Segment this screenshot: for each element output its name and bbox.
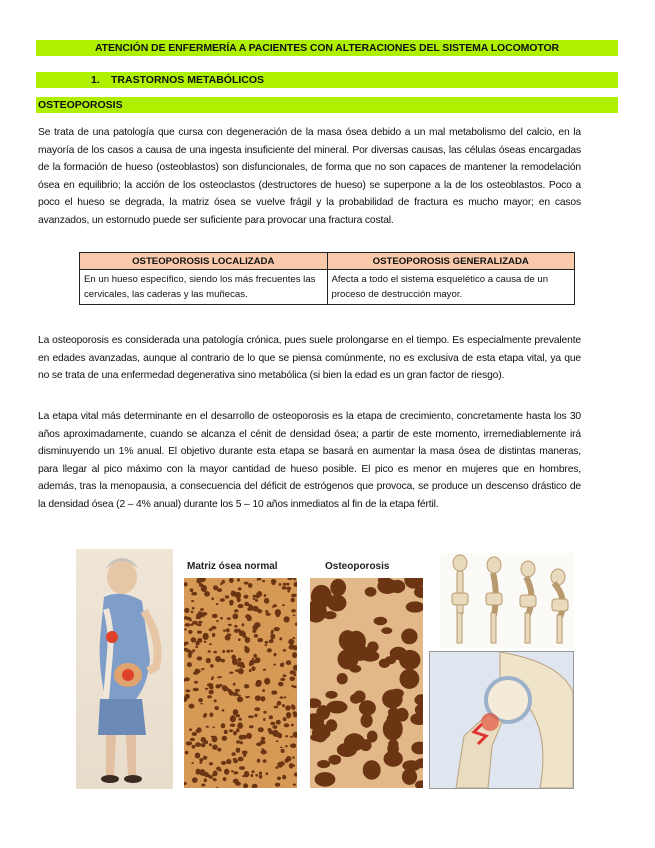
table-row <box>80 270 575 305</box>
intro-paragraph: Se trata de una patología que cursa con degeneración de la masa ósea debido a un mal metabolismo del calcio, en la mayoría de los casos a causa de una ingesta insuficiente del mineral. Por diversas causas, las células óseas encargadas de la formación de hueso (osteoblastos) son disfuncionales, de forma que no son capaces de mantener la remodelación ósea en equilibrio; la acción de los osteoclastos (destructores de hueso) se superpone a la de los osteoblastos. Poco a poco el hueso se degrada, la matriz ósea se vuelve frágil y la probabilidad de fractura es mucho mayor; en casos avanzados, un estornudo puede ser suficiente para provocar una fractura costal. <box>38 127 581 226</box>
table-cell-generalized: Afecta a todo el sistema esquelético a causa de un proceso de destrucción mayor. <box>327 270 575 305</box>
section-title: TRASTORNOS METABÓLICOS <box>111 74 265 86</box>
table-header-localized: OSTEOPOROSIS LOCALIZADA <box>80 253 328 270</box>
table-header-row <box>80 253 575 270</box>
document-title: ATENCIÓN DE ENFERMERÍA A PACIENTES CON ALTERACIONES DEL SISTEMA LOCOMOTOR <box>36 40 618 56</box>
table-cell-localized: En un hueso específico, siendo los más frecuentes las cervicales, las caderas y las muñecas. <box>80 270 328 305</box>
table-header-generalized: OSTEOPOROSIS GENERALIZADA <box>327 253 575 270</box>
elderly-woman-illustration <box>76 549 173 789</box>
section-heading <box>36 72 618 88</box>
normal-bone-label: Matriz ósea normal <box>187 561 278 572</box>
chronic-paragraph: La osteoporosis es considerada una patología crónica, pues suele prolongarse en el tiempo. Es especialmente prevalente en edades avanzadas, aunque al contrario de lo que se piensa comúnmente, no es exclusiva de esta etapa vital, ya que no se trata de una enfermedad degenerativa sino metabólica (si bien la edad es un gran factor de riesgo). <box>38 335 581 382</box>
subsection-heading: OSTEOPOROSIS <box>36 97 618 113</box>
normal-bone-matrix-image <box>184 578 297 788</box>
section-number: 1. <box>91 74 100 86</box>
osteoporosis-bone-label: Osteoporosis <box>325 561 390 572</box>
osteoporosis-bone-image <box>310 578 423 788</box>
spine-curvature-illustration <box>440 553 574 648</box>
growth-paragraph: La etapa vital más determinante en el desarrollo de osteoporosis es la etapa de crecimiento, concretamente hasta los 30 años aproximadamente, cuando se alcanza el cénit de densidad ósea; a partir de este momento, irremediablemente irá disminuyendo un 1% anual. El objetivo durante esta etapa se basará en aumentar la masa ósea de distintas maneras, para llegar al pico máximo con la mayor cantidad de hueso posible. El pico es menor en mujeres que en hombres, además, tras la menopausia, a consecuencia del déficit de estrógenos que provoca, se produce un descenso drástico de la densidad ósea (2 – 4% anual) durante los 5 – 10 años inmediatos al fin de la etapa fértil. <box>38 411 581 510</box>
comparison-table <box>79 252 575 305</box>
hip-fracture-illustration <box>429 651 574 789</box>
